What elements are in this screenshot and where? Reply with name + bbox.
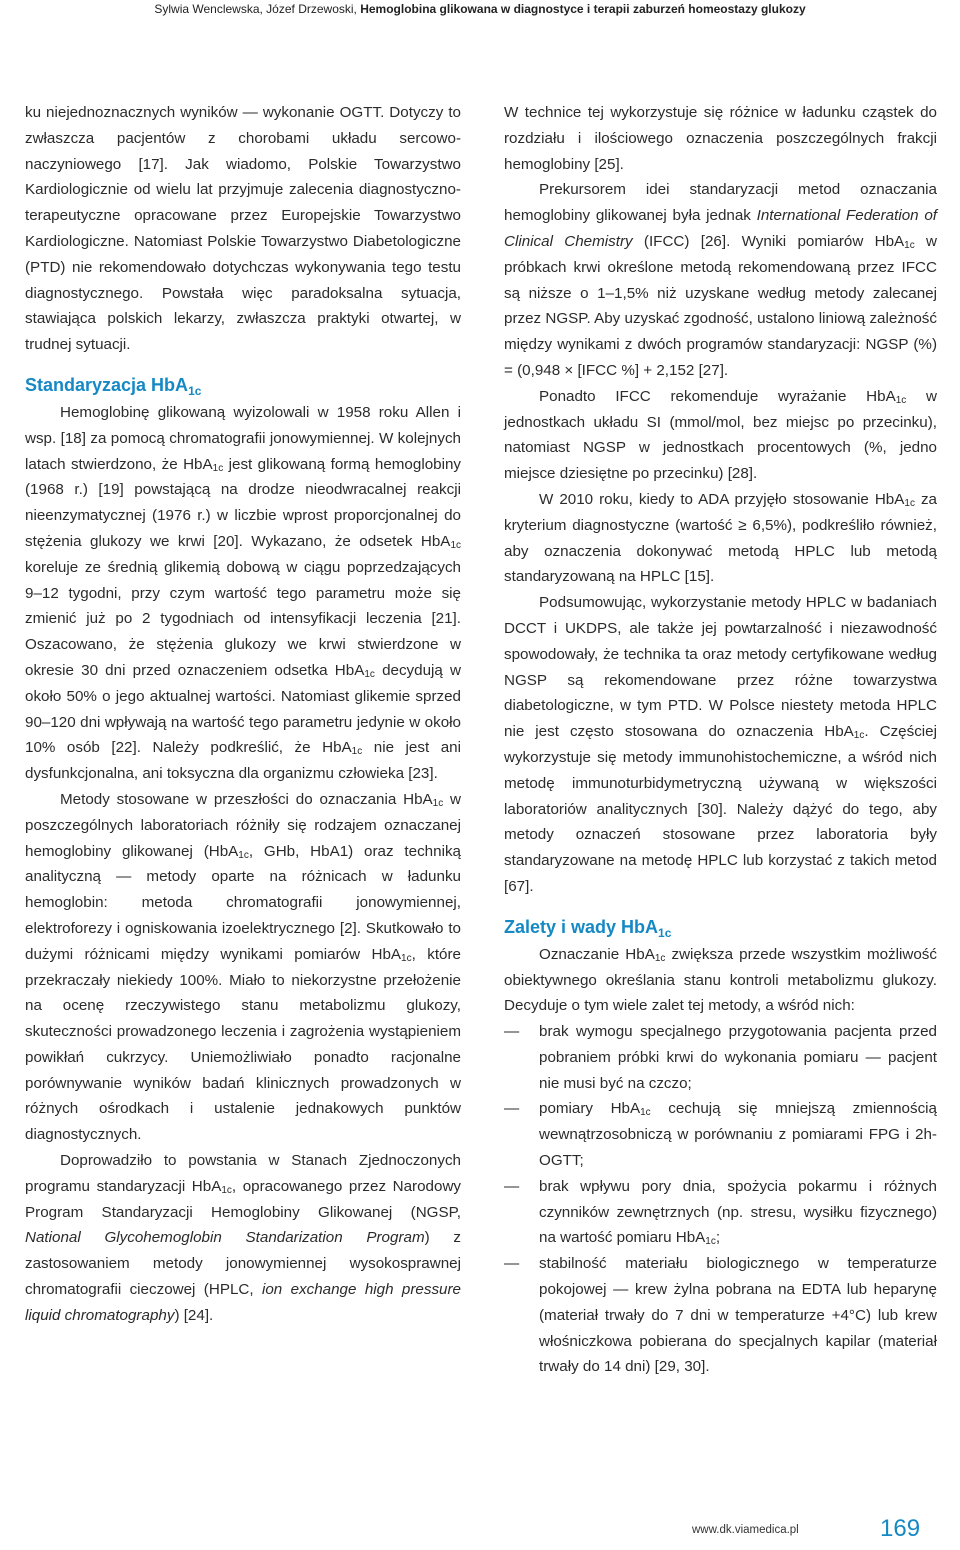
left-column: [25, 100, 461, 1329]
right-paragraph-1: W technice tej wykorzystuje się różnice w ładunku cząstek do rozdziału i ilościowego oznaczenia poszczególnych frakcji hemoglobiny [25].: [504, 104, 937, 173]
text-run: ;: [715, 1229, 721, 1247]
text-run: nie jest ani dysfunkcjonalna, ani toksyczna dla organizmu człowieka [23].: [25, 739, 461, 783]
text-run: . Częściej wykorzystuje się metody immunohistochemiczne, a wśród nich metodę immunoturbidymetryczną używaną w większości laboratoriów analitycznych [30]. Należy dążyć do tego, aby metody oznaczeń stosowane przez laboratoria były standaryzowane na metodę HPLC lub korzystać z takich metod [67].: [504, 723, 937, 895]
left-paragraph-4: [25, 1148, 461, 1329]
advantages-list: [504, 1019, 937, 1380]
section-heading-zalety: [504, 914, 937, 940]
list-item: [504, 1174, 937, 1251]
text-run: brak wpływu pory dnia, spożycia pokarmu i różnych czynników zewnętrznych (np. stresu, wysiłku fizycznego) na wartość pomiaru HbA: [539, 1177, 937, 1247]
subscript: 1c: [351, 746, 363, 758]
page-number: 169: [880, 1515, 921, 1542]
subscript: 1c: [904, 497, 915, 509]
text-run: jest glikowaną formą hemoglobiny (1968 r.) [19] powstającą na drodze nieodwracalnej reakcji nieenzymatycznej (1976 r.) w liczbie wprost proporcjonalnej do stężenia glukozy we krwi [20]. Wykazano, że odsetek HbA: [25, 455, 462, 550]
text-run: ) z zastosowaniem metody jonowymiennej wysokosprawnej chromatografii cieczowej (HPLC,: [25, 1229, 461, 1299]
dash-bullet: —: [504, 1177, 520, 1195]
text-run: w próbkach krwi określone metodą rekomendowaną przez IFCC są niższe o 1–1,5% niż uzyskane według metody zalecanej przez NGSP. Aby uzyskać zgodność, ustalono liniową zależność między wynikami z dwóch programów standaryzacji: NGSP (%) = (0,948 × [IFCC %] + 2,152 [27].: [504, 232, 937, 379]
heading-text: Zalety i wady HbA: [504, 916, 659, 937]
text-run: decydują w około 50% o jego aktualnej wartości. Natomiast glikemie sprzed 90–120 dni wpływają na wartość tego parametru jedynie w około 10% osób [22]. Należy podkreślić, że HbA: [25, 661, 462, 757]
subscript: 1c: [640, 1107, 651, 1119]
subscript: 1c: [238, 849, 249, 861]
subscript: 1c: [654, 952, 666, 964]
header-title: Hemoglobina glikowana w diagnostyce i terapii zaburzeń homeostazy glukozy: [360, 2, 806, 16]
italic-term: ion exchange high pressure liquid chromatography: [25, 1281, 461, 1324]
section-heading-standaryzacja: [25, 372, 461, 398]
subscript: 1c: [401, 952, 412, 964]
text-run: Podsumowując, wykorzystanie metody HPLC w badaniach DCCT i UKDPS, ale także jej powtarzalność i niezawodność spowodowały, że technika ta oraz metody certyfikowane według NGSP są rekomendowane przez różne towarzystwa diabetologiczne, w tym PTD. W Polsce niestety metoda HPLC nie jest często stosowana do oznaczenia HbA: [504, 594, 937, 741]
text-run: pomiary HbA: [539, 1100, 641, 1118]
dash-bullet: —: [504, 1255, 520, 1273]
text-run: Hemoglobinę glikowaną wyizolowali w 1958 roku Allen i wsp. [18] za pomocą chromatografii jonowymiennej. W kolejnych latach stwierdzono, że HbA: [25, 403, 461, 473]
subscript: 1c: [705, 1236, 716, 1248]
text-run: Metody stosowane w przeszłości do oznaczania HbA: [60, 790, 433, 808]
text-run: W 2010 roku, kiedy to ADA przyjęło stosowanie HbA: [539, 490, 905, 508]
right-column: [504, 100, 937, 1380]
heading-text: Standaryzacja HbA: [25, 374, 189, 395]
running-header: [0, 0, 960, 46]
text-run: , opracowanego przez Narodowy Program Standaryzacji Hemoglobiny Glikowanej (NGSP,: [25, 1177, 462, 1221]
text-run: , GHb, HbA1) oraz techniką analityczną — metody oparte na różnicach w ładunku hemoglobin: metoda chromatografii jonowymiennej, elektroforezy i ogniskowania izoelektrycznego [2]. Skutkowało to dużymi różnicami między wynikami pomiarów HbA: [25, 842, 461, 963]
heading-subscript: 1c: [188, 383, 202, 398]
text-run: Prekursorem idei standaryzacji metod oznaczania hemoglobiny glikowanej była jednak: [504, 181, 937, 225]
text-run: Ponadto IFCC rekomenduje wyrażanie HbA: [539, 387, 896, 405]
footer-url: www.dk.viamedica.pl: [692, 1524, 799, 1536]
text-run: (IFCC) [26]. Wyniki pomiarów HbA: [632, 232, 905, 250]
right-paragraph-6: [504, 942, 937, 1019]
text-run: , które przekraczały niekiedy 100%. Miało to niekorzystne przełożenie na ocenę rzeczywistego stanu metabolizmu glukozy, skuteczności prowadzonego leczenia i zagrożenia wystąpieniem powikłań cukrzycy. Uniemożliwiało ponadto racjonalne porównywanie wyników badań klinicznych prowadzonych w różnych ośrodkach i ustalenie jednakowych punktów diagnostycznych.: [25, 945, 461, 1144]
left-paragraph-2: [25, 400, 461, 787]
text-run: koreluje ze średnią glikemią dobową w ciągu poprzedzających 9–12 tygodni, przy czym wartość tego parametru może się zmienić już po 2 tygodniach od intensyfikacji leczenia [21]. Oszacowano, że stężenia glukozy we krwi stwierdzone w okresie 30 dni przed oznaczeniem odsetka HbA: [25, 558, 461, 679]
right-paragraph-4: [504, 487, 937, 590]
dash-bullet: —: [504, 1100, 520, 1118]
text-run: zwiększa przede wszystkim możliwość obiektywnego określania stanu kontroli metabolizmu glukozy. Decyduje o tym wiele zalet tej metody, a wśród nich:: [504, 945, 937, 1015]
subscript: 1c: [432, 797, 444, 809]
text-run: brak wymogu specjalnego przygotowania pacjenta przed pobraniem próbki krwi do wykonania pomiaru — pacjent nie musi być na czczo;: [539, 1023, 937, 1092]
dash-bullet: —: [504, 1023, 520, 1041]
subscript: 1c: [221, 1184, 232, 1196]
text-run: cechują się mniejszą zmiennością wewnątrzosobniczą w porównaniu z pomiarami FPG i 2h-OGTT;: [539, 1100, 938, 1170]
italic-term: International Federation of Clinical Chemistry: [504, 207, 937, 250]
right-paragraph-3: [504, 384, 937, 487]
header-authors: Sylwia Wenclewska, Józef Drzewoski,: [154, 2, 357, 16]
list-item: [504, 1096, 937, 1173]
list-item: [504, 1251, 937, 1380]
italic-term: National Glycohemoglobin Standarization Program: [25, 1229, 425, 1247]
text-run: Doprowadziło to powstania w Stanach Zjednoczonych programu standaryzacji HbA: [25, 1152, 461, 1195]
right-paragraph-2: [504, 177, 937, 383]
list-item: [504, 1019, 937, 1096]
subscript: 1c: [853, 730, 865, 742]
text-run: Oznaczanie HbA: [539, 945, 655, 963]
subscript: 1c: [212, 462, 224, 474]
text-run: w jednostkach układu SI (mmol/mol, bez miejsc po przecinku), natomiast NGSP w jednostkach procentowych (%, jedno miejsce dziesiętne po przecinku) [28].: [504, 387, 937, 483]
subscript: 1c: [364, 668, 375, 680]
subscript: 1c: [895, 394, 907, 406]
heading-subscript: 1c: [658, 925, 672, 940]
text-run: stabilność materiału biologicznego w temperaturze pokojowej — krew żylna pobrana na EDTA lub heparynę (materiał trwały do 7 dni w temperaturze +4°C) lub krew włośniczkowa pobierana do specjalnych kapilar (materiał trwały do 14 dni) [29, 30].: [539, 1255, 937, 1376]
left-paragraph-3: [25, 787, 461, 1148]
subscript: 1c: [450, 539, 461, 551]
text-run: w poszczególnych laboratoriach różniły się rodzajem oznaczanej hemoglobiny glikowanej (HbA: [25, 790, 461, 860]
right-paragraph-5: [504, 590, 937, 900]
text-run: za kryterium diagnostyczne (wartość ≥ 6,5%), podkreśliło również, aby oznaczenia dokonywać metodą HPLC lub metodą standaryzowaną na HPLC [15].: [504, 490, 937, 586]
subscript: 1c: [904, 239, 915, 251]
text-run: ) [24].: [174, 1306, 214, 1324]
left-paragraph-1: ku niejednoznacznych wyników — wykonanie OGTT. Dotyczy to zwłaszcza pacjentów z chorobami układu sercowo-naczyniowego [17]. Jak wiadomo, Polskie Towarzystwo Kardiologicznie od wielu lat przyjmuje zalecenia diagnostyczno-terapeutyczne opracowane przez Europejskie Towarzystwo Kardiologiczne. Natomiast Polskie Towarzystwo Diabetologiczne (PTD) nie rekomendowało dotychczas wykonywania tego testu diagnostycznego. Powstała więc paradoksalna sytuacja, stawiająca polskich lekarzy, zwłaszcza praktyki otwartej, w trudnej sytuacji.: [25, 104, 461, 354]
